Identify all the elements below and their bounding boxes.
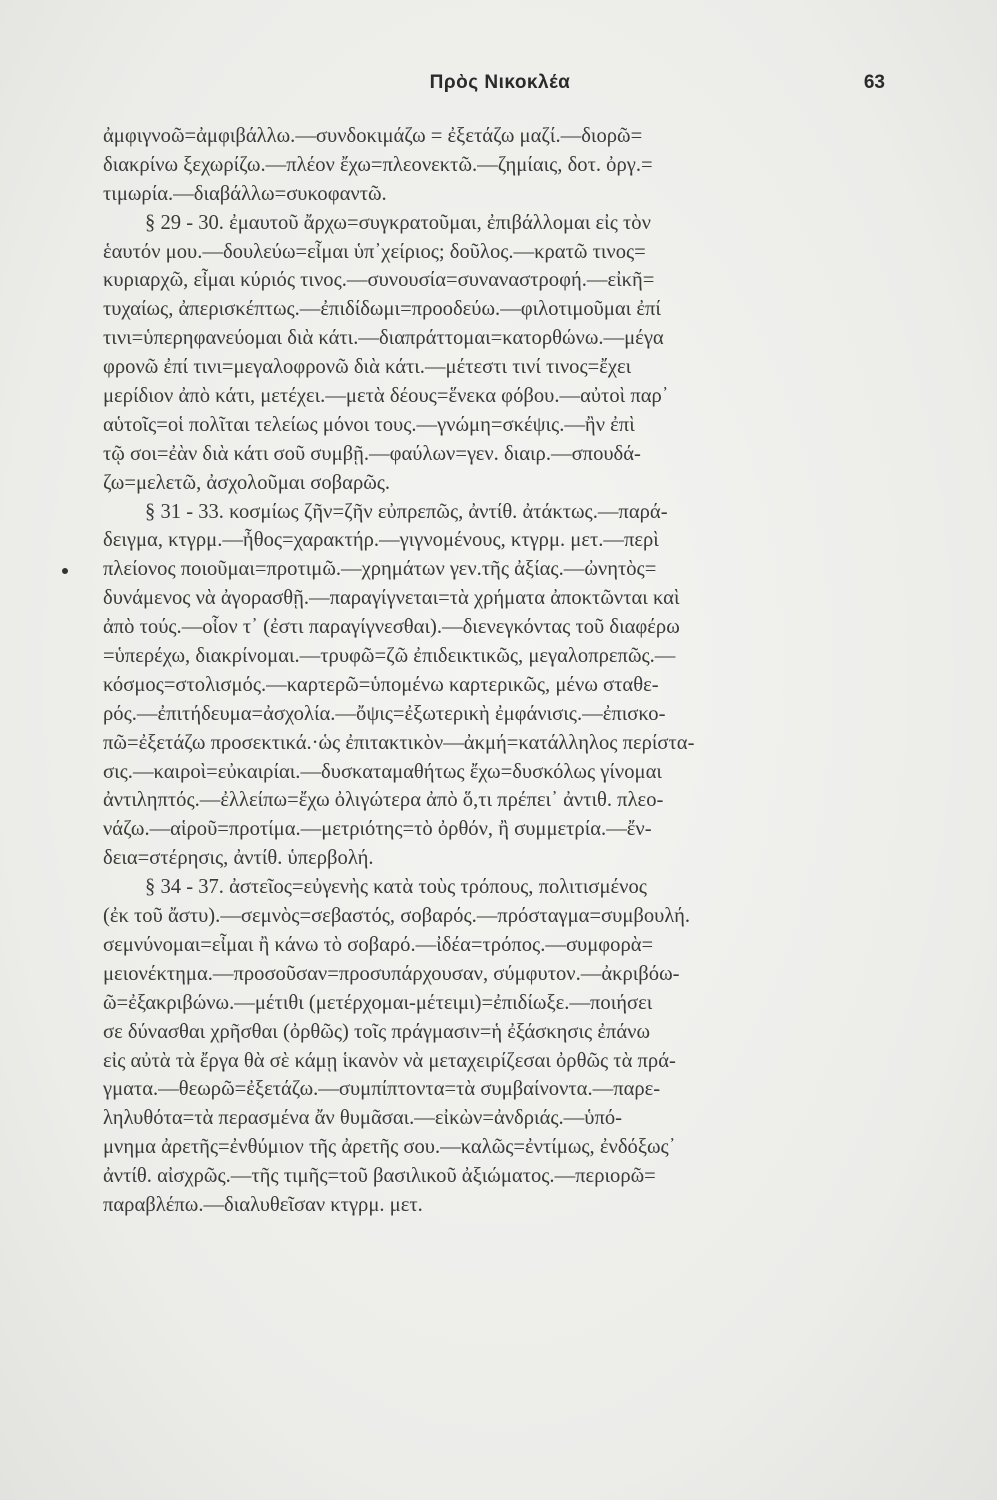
text-line: σεμνύνομαι=εἶμαι ἢ κάνω τὸ σοβαρό.—ἰδέα=τρόπος.—συμφορὰ= [103, 933, 654, 956]
glossary-text [103, 122, 881, 1220]
page-number: 63 [863, 72, 885, 93]
text-line: ληλυθότα=τὰ περασμένα ἄν θυμᾶσαι.—εἰκὼν=ἀνδριάς.—ὑπό- [103, 1107, 623, 1130]
text-line: τῷ σοι=ἐὰν διὰ κάτι σοῦ συμβῇ.—φαύλων=γεν. διαιρ.—σπουδά- [103, 442, 641, 465]
text-line: ζω=μελετῶ, ἀσχολοῦμαι σοβαρῶς. [103, 471, 391, 494]
text-line: σις.—καιροὶ=εὐκαιρίαι.—δυσκαταμαθήτως ἔχω=δυσκόλως γίνομαι [103, 760, 662, 783]
text-line: ρός.—ἐπιτήδευμα=ἀσχολία.—ὄψις=ἐξωτερικὴ ἐμφάνισις.—ἐπισκο- [103, 702, 666, 725]
text-line: αὑτοῖς=οἱ πολῖται τελείως μόνοι τους.—γνώμη=σκέψις.—ἢν ἐπὶ [103, 413, 635, 436]
text-line: ἀντίθ. αἰσχρῶς.—τῆς τιμῆς=τοῦ βασιλικοῦ ἀξιώματος.—περιορῶ= [103, 1165, 656, 1188]
text-line: δειγμα, κτγρμ.—ἦθος=χαρακτήρ.—γιγνομένους, κτγρμ. μετ.—περὶ [103, 529, 659, 552]
text-line: κυριαρχῶ, εἶμαι κύριός τινος.—συνουσία=συναναστροφή.—εἰκῆ= [103, 269, 655, 292]
text-line: εἰς αὐτὰ τὰ ἔργα θὰ σὲ κάμῃ ἱκανὸν νὰ μεταχειρίζεσαι ὀρθῶς τὰ πρά- [103, 1049, 676, 1072]
text-line: ἀμφιγνοῶ=ἀμφιβάλλω.—συνδοκιμάζω = ἐξετάζω μαζί.—διορῶ= [103, 125, 643, 147]
text-line: μνημα ἀρετῆς=ἐνθύμιον τῆς ἀρετῆς σου.—καλῶς=ἐντίμως, ἐνδόξως᾽ [103, 1136, 676, 1159]
text-line: τιμωρία.—διαβάλλω=συκοφαντῶ. [103, 182, 387, 205]
text-line: διακρίνω ξεχωρίζω.—πλέον ἔχω=πλεονεκτῶ.—ζημίαις, δοτ. ὀργ.= [103, 153, 653, 176]
text-line: σε δύνασθαι χρῆσθαι (ὀρθῶς) τοῖς πράγμασιν=ἡ ἐξάσκησις ἐπάνω [103, 1020, 651, 1043]
text-line: μερίδιον ἀπὸ κάτι, μετέχει.—μετὰ δέους=ἕνεκα φόβου.—αὐτοὶ παρ᾽ [103, 385, 669, 408]
margin-dot [62, 568, 68, 574]
text-line: ῶ=ἐξακριβώνω.—μέτιθι (μετέρχομαι-μέτειμι)=ἐπιδίωξε.—ποιήσει [103, 991, 653, 1014]
text-line: δυνάμενος νὰ ἀγορασθῇ.—παραγίγνεται=τὰ χρήματα ἀποκτῶνται καὶ [103, 587, 680, 610]
text-line: κόσμος=στολισμός.—καρτερῶ=ὑπομένω καρτερικῶς, μένω σταθε- [103, 673, 659, 696]
text-line: γματα.—θεωρῶ=ἐξετάζω.—συμπίπτοντα=τὰ συμβαίνοντα.—παρε- [103, 1078, 661, 1101]
text-line: παραβλέπω.—διαλυθεῖσαν κτγρμ. μετ. [103, 1193, 423, 1216]
section-heading-line: § 34 - 37. ἀστεῖος=εὐγενὴς κατὰ τοὺς τρόπους, πολιτισμένος [145, 876, 647, 899]
text-line: πῶ=ἐξετάζω προσεκτικά.·ὡς ἐπιτακτικὸν—ἀκμή=κατάλληλος περίστα- [103, 731, 695, 754]
section-heading-line: § 29 - 30. ἐμαυτοῦ ἄρχω=συγκρατοῦμαι, ἐπιβάλλομαι εἰς τὸν [145, 211, 651, 234]
text-line: ἀπὸ τούς.—οἷον τ᾽ (ἐστι παραγίγνεσθαι).—διενεγκόντας τοῦ διαφέρω [103, 616, 680, 639]
text-line: μειονέκτημα.—προσοῦσαν=προσυπάρχουσαν, σύμφυτον.—ἀκριβόω- [103, 962, 680, 985]
running-title: Πρὸς Νικοκλέα [429, 72, 571, 93]
text-line: ἀντιληπτός.—ἐλλείπω=ἔχω ὀλιγώτερα ἀπὸ ὅ,τι πρέπει᾽ ἀντιθ. πλεο- [103, 789, 664, 812]
text-line: ἑαυτόν μου.—δουλεύω=εἶμαι ὑπ᾽χείριος; δοῦλος.—κρατῶ τινος= [103, 240, 646, 263]
text-line: νάζω.—αἱροῦ=προτίμα.—μετριότης=τὸ ὀρθόν, ἢ συμμετρία.—ἔν- [103, 818, 652, 841]
page-header [0, 68, 997, 98]
text-line: τυχαίως, ἀπερισκέπτως.—ἐπιδίδωμι=προοδεύω.—φιλοτιμοῦμαι ἐπί [103, 298, 661, 321]
text-line: τινι=ὑπερηφανεύομαι διὰ κάτι.—διαπράττομαι=κατορθώνω.—μέγα [103, 327, 664, 350]
text-line: πλείονος ποιοῦμαι=προτιμῶ.—χρημάτων γεν.τῆς ἀξίας.—ὠνητὸς= [103, 558, 657, 581]
section-heading-line: § 31 - 33. κοσμίως ζῆν=ζῆν εὐπρεπῶς, ἀντίθ. ἀτάκτως.—παρά- [145, 500, 668, 523]
text-line: φρονῶ ἐπί τινι=μεγαλοφρονῶ διὰ κάτι.—μέτεστι τινί τινος=ἔχει [103, 356, 632, 379]
text-line: =ὑπερέχω, διακρίνομαι.—τρυφῶ=ζῶ ἐπιδεικτικῶς, μεγαλοπρεπῶς.— [103, 645, 676, 668]
text-line: (ἐκ τοῦ ἄστυ).—σεμνὸς=σεβαστός, σοβαρός.—πρόσταγμα=συμβουλή. [103, 905, 691, 928]
text-line: δεια=στέρησις, ἀντίθ. ὑπερβολή. [103, 847, 374, 870]
